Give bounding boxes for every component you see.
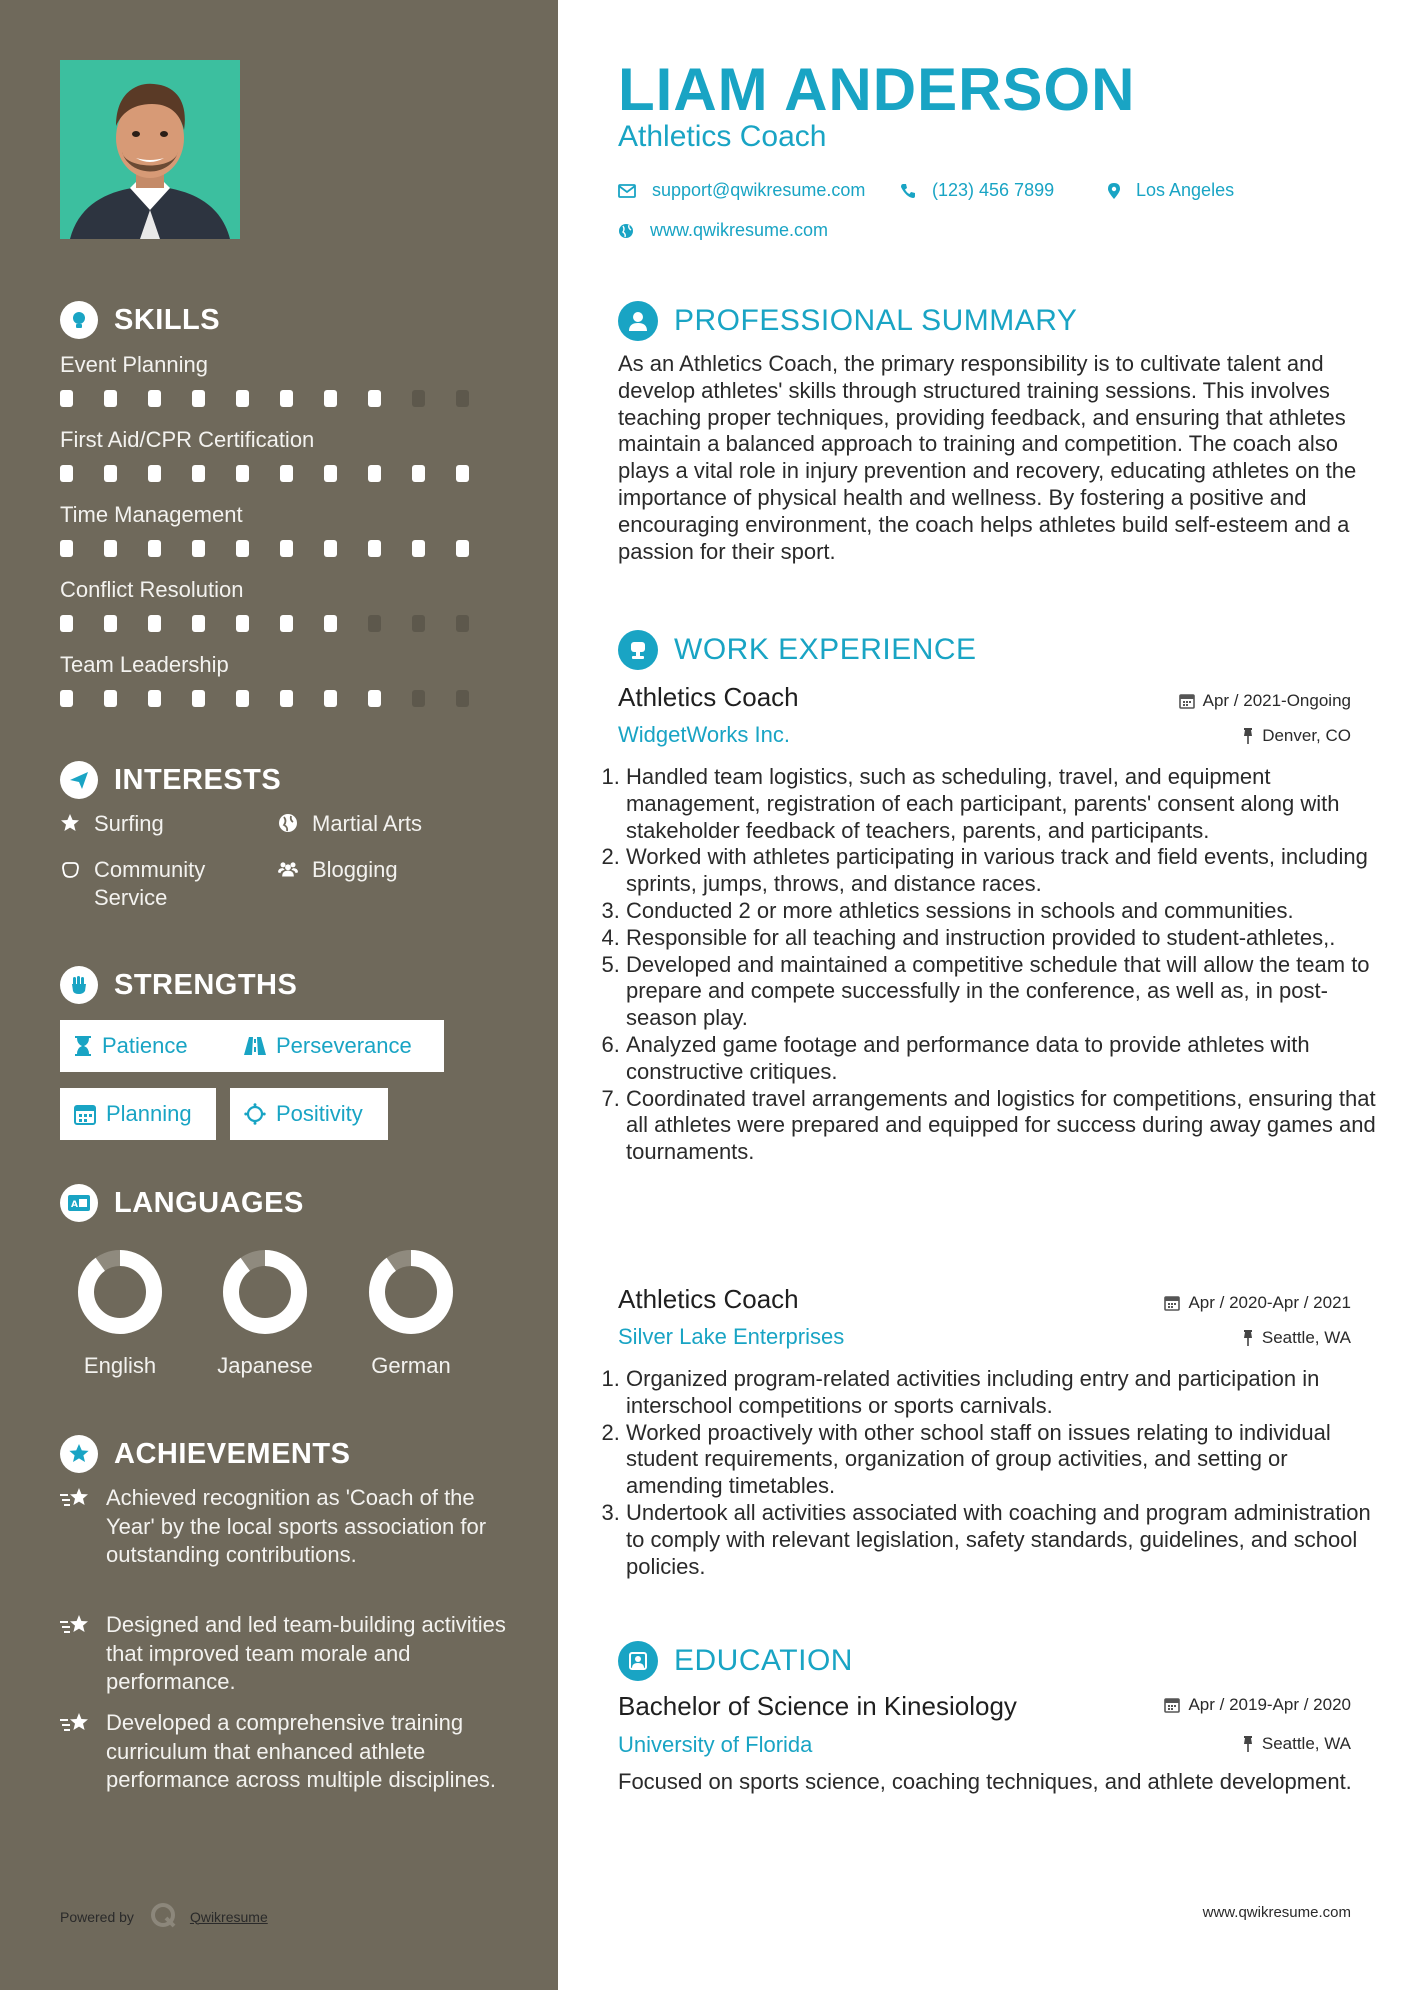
skill-dot-filled: [324, 465, 337, 482]
interest-label: Blogging: [312, 857, 398, 882]
calendar-icon: [1164, 1697, 1180, 1713]
candidate-name: LIAM ANDERSON: [618, 56, 1136, 123]
job-dates-text: Apr / 2021-Ongoing: [1202, 691, 1351, 710]
job-duties: [600, 764, 1388, 1166]
shooting-star-icon: [60, 1611, 90, 1642]
skill-dot-filled: [236, 390, 249, 407]
skill-name: First Aid/CPR Certification: [60, 427, 315, 452]
language-ring: [223, 1250, 307, 1334]
sun-icon: [244, 1103, 266, 1125]
location-text: Los Angeles: [1136, 180, 1235, 200]
summary-title: PROFESSIONAL SUMMARY: [674, 304, 1078, 337]
skill-dot-filled: [104, 615, 117, 632]
achievement-item: [60, 1611, 510, 1697]
email-text: support@qwikresume.com: [652, 180, 866, 200]
skill-dot-empty: [456, 690, 469, 707]
phone-text: (123) 456 7899: [932, 180, 1055, 200]
skill-rating: [60, 465, 500, 482]
skill-dot-empty: [412, 390, 425, 407]
language-item: [65, 1250, 175, 1379]
skill-dot-filled: [60, 615, 73, 632]
website-text: www.qwikresume.com: [650, 220, 829, 240]
duty-item: 4. Responsible for all teaching and instruction provided to student-athletes,.: [626, 925, 1388, 952]
skill-dot-filled: [60, 465, 73, 482]
skill-dot-filled: [192, 615, 205, 632]
calendar-icon: [1164, 1295, 1180, 1311]
briefcase-icon: [618, 630, 658, 670]
achievement-item: [60, 1709, 510, 1795]
skill-dot-filled: [148, 615, 161, 632]
skill-dot-filled: [236, 690, 249, 707]
duty-item: 1. Organized program-related activities including entry and participation in interschool competitions or sports carnivals.: [626, 1366, 1388, 1420]
skill-dot-filled: [368, 690, 381, 707]
achievement-text: Developed a comprehensive training curriculum that enhanced athlete performance across multiple disciplines.: [106, 1710, 497, 1792]
job-dates: [1164, 1293, 1351, 1313]
skill-dot-filled: [324, 615, 337, 632]
skill-name: Team Leadership: [60, 652, 229, 677]
skill-item: [60, 575, 500, 632]
road-icon: [244, 1036, 266, 1056]
interests-title: INTERESTS: [114, 763, 282, 796]
envelope-icon: [618, 184, 636, 198]
skill-dot-empty: [368, 615, 381, 632]
education-dates: [1164, 1695, 1351, 1715]
calendar-icon: [1179, 693, 1195, 709]
hand-icon: [60, 856, 80, 879]
achievement-text: Achieved recognition as 'Coach of the Year' by the local sports association for outstanding contributions.: [106, 1485, 487, 1567]
footer-url[interactable]: www.qwikresume.com: [1202, 1904, 1351, 1921]
powered-by: [60, 1900, 268, 1933]
svg-text:A: A: [71, 1200, 78, 1210]
skill-item: [60, 350, 500, 407]
star-icon: [60, 810, 80, 833]
achievement-text: Designed and led team-building activities that improved team morale and performance.: [106, 1612, 506, 1694]
strengths-header: [60, 965, 297, 1005]
skill-dot-filled: [192, 390, 205, 407]
interest-label: Community Service: [94, 857, 206, 910]
user-icon: [618, 301, 658, 341]
strengths-title: STRENGTHS: [114, 968, 298, 1001]
language-ring-fill: [377, 1258, 445, 1326]
profile-photo: [60, 60, 240, 239]
interest-item: [60, 810, 164, 838]
interests-header: [60, 760, 281, 800]
skill-dot-filled: [104, 690, 117, 707]
skill-dot-filled: [280, 465, 293, 482]
skill-dot-filled: [456, 465, 469, 482]
globe-icon: [618, 223, 634, 239]
skill-dot-filled: [324, 540, 337, 557]
hourglass-icon: [74, 1035, 92, 1057]
skill-dot-filled: [280, 615, 293, 632]
education-title: EDUCATION: [674, 1644, 853, 1677]
candidate-role: Athletics Coach: [618, 120, 827, 153]
skill-dot-filled: [368, 465, 381, 482]
language-name: German: [371, 1353, 451, 1378]
skill-dot-filled: [192, 465, 205, 482]
job-location: [1242, 726, 1351, 746]
experience-title: WORK EXPERIENCE: [674, 633, 977, 666]
skill-item: [60, 500, 500, 557]
skill-dot-filled: [192, 540, 205, 557]
language-ring-fill: [86, 1258, 154, 1326]
achievement-item: [60, 1484, 510, 1570]
duty-item: 5. Developed and maintained a competitive schedule that will allow the team to prepare and compete successfully in the conference, as well as, in post-season play.: [626, 952, 1388, 1032]
strength-label: Patience: [102, 1033, 188, 1058]
language-ring-fill: [231, 1258, 299, 1326]
duty-item: 3. Conducted 2 or more athletics sessions in schools and communities.: [626, 898, 1388, 925]
lightbulb-icon: [60, 301, 98, 339]
skill-dot-filled: [412, 465, 425, 482]
duty-item: 1. Handled team logistics, such as scheduling, travel, and equipment management, registration of each participant, parents' consent along with stakeholder feedback of teachers, parents, and participants.: [626, 764, 1388, 844]
duty-item: 2. Worked with athletes participating in various track and field events, including sprints, jumps, throws, and distance races.: [626, 844, 1388, 898]
job-title: Athletics Coach: [618, 1284, 799, 1314]
interest-item: [60, 856, 260, 912]
job-location-text: Seattle, WA: [1261, 1328, 1351, 1347]
languages-title: LANGUAGES: [114, 1186, 304, 1219]
skill-dot-filled: [60, 390, 73, 407]
contact-location: [1108, 180, 1234, 201]
qwikresume-logo-icon: [148, 1900, 178, 1933]
skills-title: SKILLS: [114, 303, 221, 336]
achievements-header: [60, 1434, 350, 1474]
education-location: [1242, 1734, 1351, 1754]
globe-icon: [278, 810, 298, 833]
skill-item: [60, 650, 500, 707]
skill-dot-filled: [148, 465, 161, 482]
phone-icon: [900, 183, 916, 199]
duty-item: 7. Coordinated travel arrangements and logistics for competitions, ensuring that all athletes were prepared and equipped for success during away games and tournaments.: [626, 1086, 1388, 1166]
contact-website[interactable]: [618, 220, 828, 241]
skill-item: [60, 425, 500, 482]
education-dates-text: Apr / 2019-Apr / 2020: [1188, 1695, 1351, 1714]
skill-dot-empty: [412, 615, 425, 632]
job-dates-text: Apr / 2020-Apr / 2021: [1188, 1293, 1351, 1312]
interest-item: [278, 810, 422, 838]
skill-dot-filled: [280, 540, 293, 557]
education-header: [618, 1641, 853, 1681]
language-name: Japanese: [217, 1353, 313, 1378]
map-pin-icon: [1108, 183, 1120, 199]
interest-label: Surfing: [94, 811, 164, 836]
job-location-text: Denver, CO: [1262, 726, 1351, 745]
skill-dot-filled: [236, 465, 249, 482]
duty-item: 2. Worked proactively with other school staff on issues relating to individual student requirements, organization of group activities, and setting or amending timetables.: [626, 1420, 1388, 1500]
strength-label: Planning: [106, 1101, 192, 1126]
trophy-star-icon: [60, 1435, 98, 1473]
language-icon: [60, 1184, 98, 1222]
summary-text: As an Athletics Coach, the primary responsibility is to cultivate talent and develop athletes' skills through structured training sessions. This involves teaching proper techniques, providing feedback, and ensuring that athletes maintain a balanced approach to training and competition. The coach also plays a vital role in injury prevention and recovery, educating athletes on the importance of physical health and wellness. By fostering a positive and encouraging environment, the coach helps athletes build self-esteem and a passion for their sport.: [618, 351, 1357, 564]
job-dates: [1179, 691, 1351, 711]
skill-dot-filled: [104, 465, 117, 482]
skill-dot-empty: [412, 690, 425, 707]
degree-title: Bachelor of Science in Kinesiology: [618, 1691, 1017, 1721]
shooting-star-icon: [60, 1484, 90, 1515]
graduation-icon: [618, 1641, 658, 1681]
skill-dot-filled: [148, 540, 161, 557]
languages-header: [60, 1183, 304, 1223]
job-title: Athletics Coach: [618, 682, 799, 712]
duty-item: 3. Undertook all activities associated with coaching and program administration to comply with relevant legislation, safety standards, guidelines, and school policies.: [626, 1500, 1388, 1580]
skill-dot-empty: [456, 615, 469, 632]
skill-dot-empty: [456, 390, 469, 407]
skill-dot-filled: [104, 540, 117, 557]
skills-header: [60, 300, 220, 340]
skill-dot-filled: [412, 540, 425, 557]
contact-phone[interactable]: [900, 180, 1054, 201]
job-location: [1242, 1328, 1351, 1348]
pushpin-icon: [1242, 1736, 1254, 1752]
powered-by-label: Powered by: [60, 1908, 134, 1925]
skill-name: Event Planning: [60, 352, 208, 377]
skill-dot-filled: [60, 540, 73, 557]
achievements-title: ACHIEVEMENTS: [114, 1437, 351, 1470]
strength-label: Perseverance: [276, 1033, 412, 1058]
education-description: Focused on sports science, coaching techniques, and athlete development.: [618, 1769, 1352, 1794]
skill-rating: [60, 690, 500, 707]
skill-dot-filled: [104, 390, 117, 407]
calendar-icon: [74, 1103, 96, 1125]
strength-label: Positivity: [276, 1101, 363, 1126]
skill-name: Conflict Resolution: [60, 577, 244, 602]
language-item: [210, 1250, 320, 1379]
skill-dot-filled: [60, 690, 73, 707]
pushpin-icon: [1242, 1330, 1254, 1346]
language-item: [356, 1250, 466, 1379]
strength-badge: [60, 1088, 216, 1140]
job-company: Silver Lake Enterprises: [618, 1324, 845, 1349]
main-content: [558, 0, 1407, 1990]
language-name: English: [83, 1353, 157, 1378]
skill-rating: [60, 390, 500, 407]
skill-dot-filled: [280, 390, 293, 407]
job-company: WidgetWorks Inc.: [618, 722, 790, 747]
shooting-star-icon: [60, 1709, 90, 1740]
school-name: University of Florida: [618, 1732, 813, 1757]
skill-dot-filled: [456, 540, 469, 557]
skill-dot-filled: [148, 690, 161, 707]
sidebar: [0, 0, 558, 1990]
summary-header: [618, 301, 1077, 341]
skill-dot-filled: [280, 690, 293, 707]
qwikresume-link[interactable]: Qwikresume: [189, 1908, 268, 1925]
experience-header: [618, 630, 977, 670]
skill-dot-filled: [236, 540, 249, 557]
skill-dot-filled: [368, 390, 381, 407]
skill-dot-filled: [148, 390, 161, 407]
interest-item: [278, 856, 398, 884]
duty-item: 6. Analyzed game footage and performance data to provide athletes with constructive critiques.: [626, 1032, 1388, 1086]
skill-dot-filled: [324, 390, 337, 407]
skill-rating: [60, 540, 500, 557]
fist-icon: [60, 966, 98, 1004]
skill-dot-filled: [368, 540, 381, 557]
strength-badge: [230, 1020, 444, 1072]
skill-rating: [60, 615, 500, 632]
interest-label: Martial Arts: [312, 811, 423, 836]
skill-dot-filled: [324, 690, 337, 707]
users-icon: [278, 856, 298, 879]
skill-dot-filled: [236, 615, 249, 632]
job-duties: [600, 1366, 1388, 1580]
paper-plane-icon: [60, 761, 98, 799]
strength-badge: [230, 1088, 388, 1140]
pushpin-icon: [1242, 728, 1254, 744]
language-ring: [78, 1250, 162, 1334]
skill-dot-filled: [192, 690, 205, 707]
strength-badge: [60, 1020, 230, 1072]
language-ring: [369, 1250, 453, 1334]
education-location-text: Seattle, WA: [1261, 1734, 1351, 1753]
skill-name: Time Management: [60, 502, 243, 527]
contact-email[interactable]: [618, 180, 865, 201]
